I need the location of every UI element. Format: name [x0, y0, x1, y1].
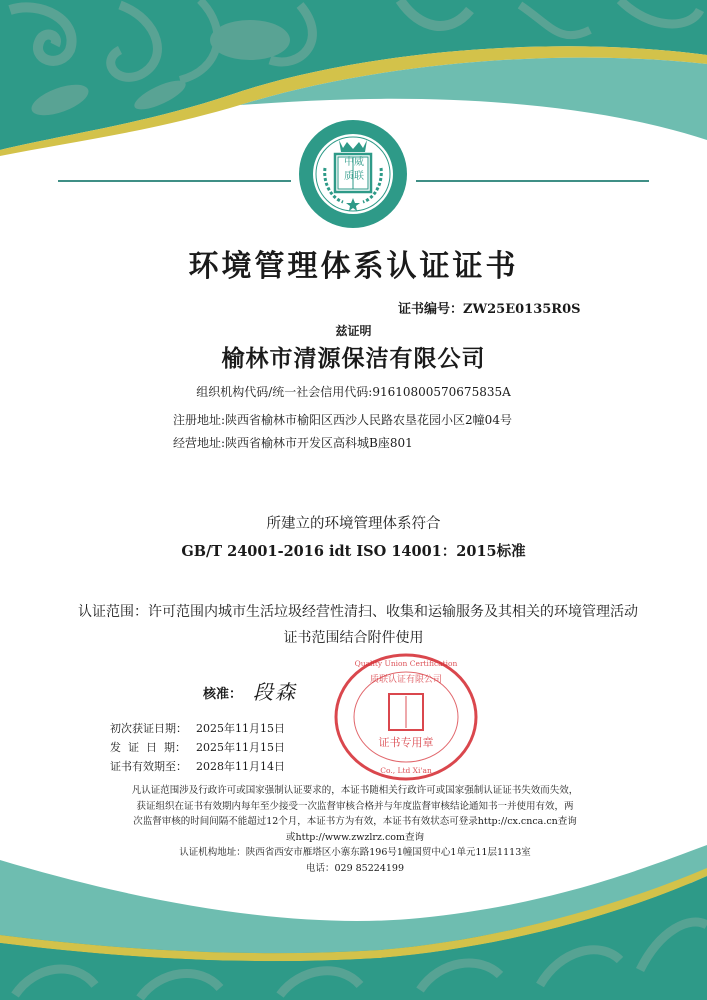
date-label: 发 证 日 期：: [110, 741, 186, 754]
logo-char-2: 威: [354, 157, 364, 168]
date-row-expiry: [110, 758, 285, 774]
credit-code-value: 91610800570675835A: [372, 385, 511, 399]
business-address-label: 经营地址:: [173, 436, 226, 450]
footer-note-line: 或http://www.zwzlrz.com查询: [285, 831, 425, 843]
scope-label: 认证范围：: [78, 604, 148, 620]
registered-address-label: 注册地址:: [173, 413, 226, 427]
date-label: 证书有效期至：: [110, 760, 187, 773]
certification-scope: [58, 601, 658, 621]
certificate-number-value: ZW25E0135R0S: [463, 302, 581, 317]
registered-address-value: 陕西省榆林市榆阳区西沙人民路农垦花园小区2幢04号: [225, 413, 512, 427]
footer-note-line: 凡认证范围涉及行政许可或国家强制认证要求的，本证书随相关行政许可或国家强制认证证书失效而失效，: [131, 785, 579, 796]
company-name: 榆林市清源保洁有限公司: [221, 345, 486, 372]
certification-body-phone: 电话：029 85224199: [305, 862, 404, 874]
credit-code: [0, 383, 707, 400]
certificate-title: 环境管理体系认证证书: [188, 249, 519, 284]
issued-to-label: 兹证明: [335, 324, 372, 338]
right-rule: [416, 180, 649, 182]
footer-note-line: 次监督审核的时间间隔不能超过12个月，本证书方为有效，本证书有效状态可登录http://cx.cnca.cn查询: [133, 816, 577, 827]
certificate-number: [398, 298, 581, 317]
date-value: 2025年11月15日: [196, 722, 285, 735]
svg-text:证书专用章: 证书专用章: [378, 736, 434, 749]
logo-char-3: 质: [344, 171, 354, 182]
logo-char-1: 中: [344, 157, 354, 168]
approval-label: 核准：: [203, 687, 243, 702]
conformity-text: 所建立的环境管理体系符合: [266, 516, 441, 532]
scope-note: 证书范围结合附件使用: [283, 630, 424, 646]
svg-text:质联认证有限公司: 质联认证有限公司: [369, 675, 443, 685]
date-value: 2028年11月14日: [196, 760, 285, 773]
footer-notes: [100, 783, 610, 876]
svg-text:Quality Union Certification: Quality Union Certification: [354, 659, 458, 668]
scope-value: 许可范围内城市生活垃圾经营性清扫、收集和运输服务及其相关的环境管理活动: [148, 604, 638, 620]
business-address: [173, 434, 413, 451]
standard: GB/T 24001-2016 idt ISO 14001：2015标准: [181, 543, 526, 560]
date-label: 初次获证日期：: [110, 722, 187, 735]
logo-inner-chars: [339, 156, 369, 184]
official-stamp: [333, 652, 479, 782]
certification-body-address: 认证机构地址：陕西省西安市雁塔区小寨东路196号1幢国贸中心1单元11层1113室: [179, 847, 531, 858]
left-rule: [58, 180, 291, 182]
date-value: 2025年11月15日: [196, 741, 285, 754]
business-address-value: 陕西省榆林市开发区高科城B座801: [225, 436, 413, 450]
approval-signature: 段森: [253, 680, 297, 704]
footer-note-line: 获证组织在证书有效期内每年至少接受一次监督审核合格并与年度监督审核结论通知书一并使用有效，两: [136, 800, 574, 812]
credit-code-label: 组织机构代码/统一社会信用代码:: [196, 385, 373, 399]
certificate-number-label: 证书编号：: [398, 302, 464, 317]
date-row-initial: [110, 720, 285, 736]
registered-address: [173, 411, 512, 428]
date-row-issue: [110, 739, 285, 755]
svg-text:Co., Ltd Xi'an: Co., Ltd Xi'an: [380, 766, 432, 775]
logo-char-4: 联: [354, 171, 364, 182]
